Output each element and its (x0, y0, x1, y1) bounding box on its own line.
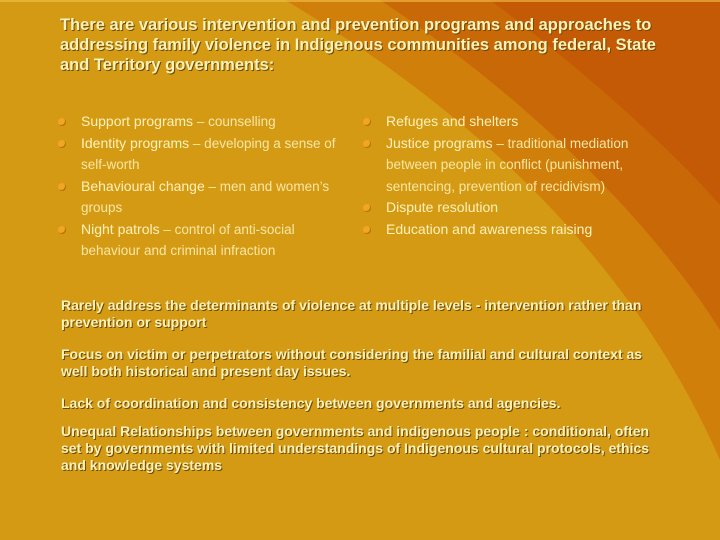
paragraph-relationships: Unequal Relationships between governments and indigenous people : conditional, often set by governments with limited understandings of Indigenous cultural protocols, ethics and knowledge systems (61, 423, 650, 473)
bullet-detail: – traditional mediation between people in conflict (punishment, sentencing, prevention of recidivism) (386, 135, 629, 194)
bullet-dot-icon (58, 226, 66, 234)
paragraph-focus: Focus on victim or perpetrators without considering the familial and cultural context as well both historical and present day issues. (61, 346, 643, 379)
bullet-label: Support programs (81, 113, 194, 129)
list-item (58, 219, 348, 262)
list-item (363, 219, 653, 241)
bullet-dot-icon (363, 140, 371, 148)
bullet-label: Night patrols (81, 220, 160, 237)
bullet-label: Justice programs (386, 134, 493, 151)
paragraph-coordination: Lack of coordination and consistency between governments and agencies. (61, 395, 561, 411)
list-item (58, 111, 348, 133)
bullet-dot-icon (58, 140, 66, 148)
slide-title: There are various intervention and prevention programs and approaches to addressing family violence in Indigenous communities among federal, State and Territory governments: (60, 16, 656, 74)
list-item (363, 197, 653, 219)
list-item (363, 111, 653, 133)
list-item (58, 176, 348, 219)
paragraph-determinants: Rarely address the determinants of violence at multiple levels - intervention rather than prevention or support (61, 297, 642, 330)
bullet-detail: – control of anti-social behaviour and criminal infraction (81, 221, 295, 258)
bullet-detail: – men and women’s groups (81, 178, 330, 215)
bullet-label: Refuges and shelters (386, 113, 519, 129)
bullet-dot-icon (363, 226, 371, 234)
bullet-dot-icon (58, 183, 66, 191)
right-bullet-list (363, 111, 653, 240)
bullet-label: Dispute resolution (386, 199, 499, 215)
bullet-detail: – counselling (193, 114, 276, 129)
bullet-dot-icon (363, 204, 371, 212)
bullet-label: Education and awareness raising (386, 220, 593, 237)
left-bullet-list (58, 111, 348, 262)
bullet-dot-icon (58, 118, 66, 126)
bullet-dot-icon (363, 118, 371, 126)
list-item (363, 133, 653, 198)
bullet-label: Identity programs (81, 134, 190, 151)
list-item (58, 133, 348, 176)
bullet-detail: – developing a sense of self-worth (81, 135, 336, 172)
bullet-label: Behavioural change (81, 177, 205, 194)
